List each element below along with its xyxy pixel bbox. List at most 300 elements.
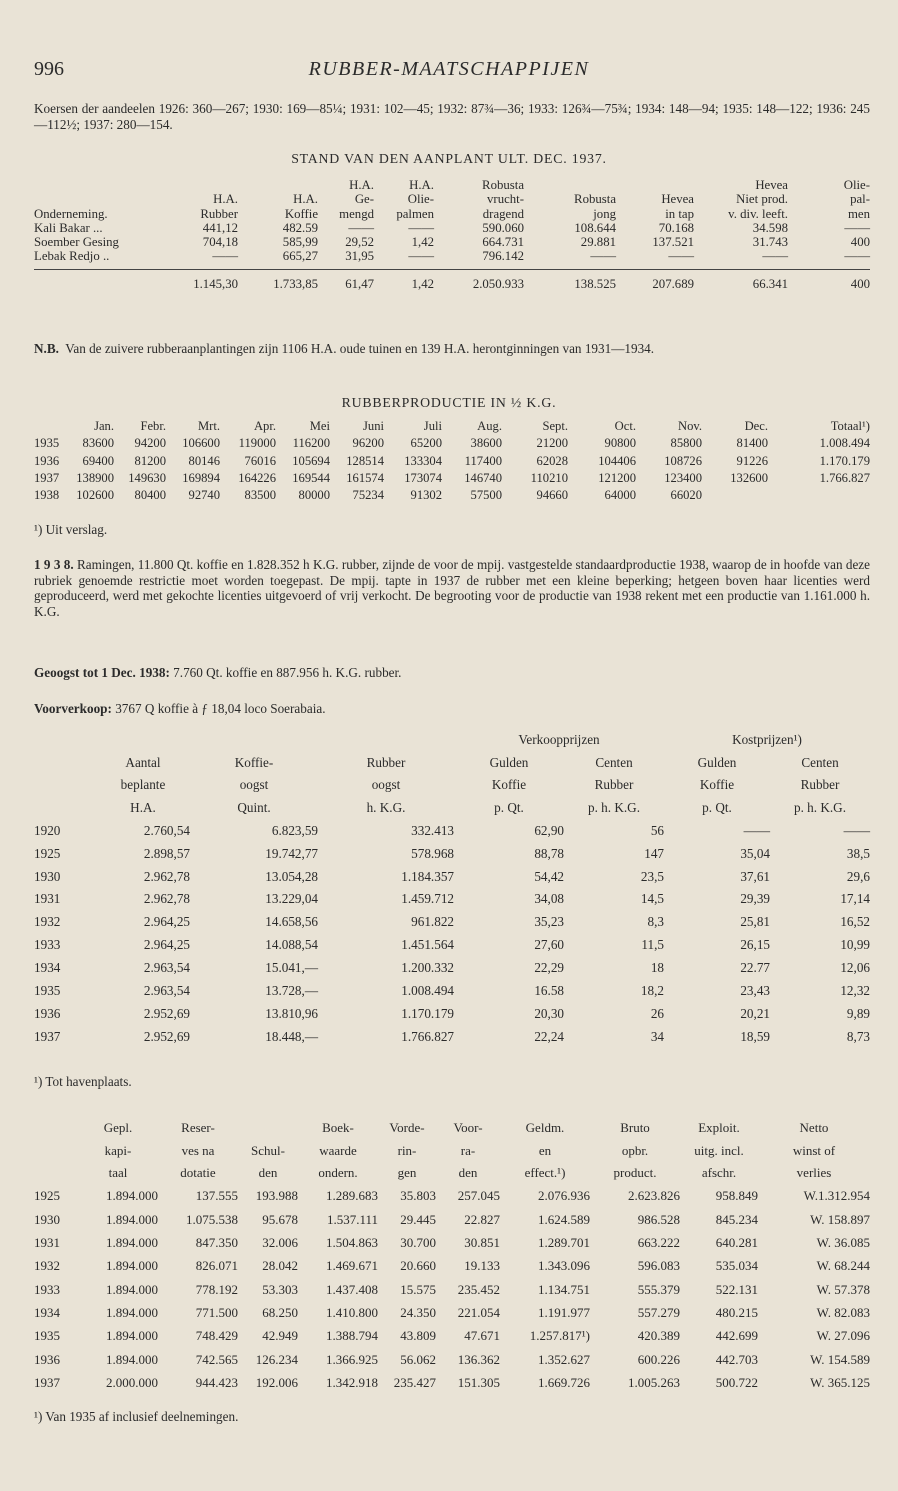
table-row xyxy=(34,1003,870,1026)
table-cell: 257.045 xyxy=(457,1188,500,1204)
table-cell: 704,18 xyxy=(202,235,238,250)
table-cell xyxy=(34,418,76,435)
table-cell: 535.034 xyxy=(715,1258,758,1274)
table-cell: 35.803 xyxy=(400,1188,436,1204)
table-cell: Oct. xyxy=(614,419,636,433)
table-cell: Dec. xyxy=(744,419,768,433)
table-cell xyxy=(238,178,318,192)
table-cell: 133304 xyxy=(404,453,442,468)
table-cell: Aantal xyxy=(125,754,161,770)
table-row xyxy=(34,453,870,470)
table-cell: 235.427 xyxy=(393,1374,436,1390)
table-cell: 61,47 xyxy=(318,270,374,292)
table-cell: 22,29 xyxy=(534,960,564,976)
table-cell: —— xyxy=(668,249,694,264)
table-cell: 68.250 xyxy=(262,1304,298,1320)
table-cell: Totaal¹) xyxy=(830,419,870,433)
table-cell: 1.459.712 xyxy=(401,891,454,907)
table-cell: 1.342.918 xyxy=(326,1374,378,1390)
table-cell: 37,61 xyxy=(740,868,770,884)
table-cell xyxy=(34,752,96,775)
table-cell: vrucht- xyxy=(487,192,524,207)
para-1938-label: 1 9 3 8. xyxy=(34,557,74,572)
table-cell: W. 27.096 xyxy=(816,1328,870,1344)
table-cell: 771.500 xyxy=(195,1304,238,1320)
table-cell: Lebak Redjo .. xyxy=(34,249,110,264)
table-row xyxy=(34,957,870,980)
table-row xyxy=(34,888,870,911)
voorverkoop-line xyxy=(34,701,870,717)
table-cell: 192.006 xyxy=(255,1374,298,1390)
table-cell: 1936 xyxy=(34,453,60,468)
table-cell: 1932 xyxy=(34,1258,60,1274)
table-cell: pal- xyxy=(850,192,870,207)
table-cell: Rubber xyxy=(200,206,238,221)
header-row xyxy=(34,1140,870,1163)
prijzen-footnote: ¹) Tot havenplaats. xyxy=(34,1074,132,1089)
table-cell: 34 xyxy=(650,1028,664,1044)
page-number: 996 xyxy=(34,58,64,80)
table-cell: 21200 xyxy=(536,436,568,451)
table-cell: —— xyxy=(844,220,870,235)
table-cell: 20,21 xyxy=(740,1005,770,1021)
table-cell: —— xyxy=(743,822,770,838)
table-cell: 43.809 xyxy=(400,1328,436,1344)
table-cell: Aug. xyxy=(477,419,502,433)
table-cell: 2.952,69 xyxy=(143,1028,190,1044)
table-cell: Febr. xyxy=(140,419,166,433)
table-cell: Koffie xyxy=(699,777,735,793)
productie-table xyxy=(34,418,870,504)
table-cell: Hevea xyxy=(661,192,694,207)
table-cell: 500.722 xyxy=(715,1374,758,1390)
table-cell: 126.234 xyxy=(255,1351,298,1367)
table-cell: 847.350 xyxy=(195,1235,238,1251)
table-cell: p. h. K.G. xyxy=(587,800,641,816)
table-cell: 56 xyxy=(650,822,664,838)
table-cell: 1.469.671 xyxy=(326,1258,378,1274)
table-cell: 1935 xyxy=(34,983,61,999)
table-cell: 76016 xyxy=(244,453,276,468)
balans-footnote: ¹) Van 1935 af inclusief deelnemingen. xyxy=(34,1409,239,1424)
nb-text: Van de zuivere rubberaanplantingen zijn 1106 H.A. oude tuinen en 139 H.A. herontginningen van 1931—1934. xyxy=(65,341,655,356)
table-cell: 34.598 xyxy=(752,220,788,235)
table-cell: 116200 xyxy=(292,436,330,451)
voorverkoop-label: Voorverkoop: xyxy=(34,701,112,716)
table-cell: 1.766.827 xyxy=(401,1028,454,1044)
table-cell: 845.234 xyxy=(715,1211,758,1227)
table-cell: verlies xyxy=(796,1165,832,1181)
table-cell: 16,52 xyxy=(840,914,870,930)
header-row xyxy=(34,192,870,206)
table-cell: Gulden xyxy=(697,754,737,770)
table-cell: 69400 xyxy=(82,453,114,468)
table-cell: winst of xyxy=(792,1142,836,1158)
table-cell: 748.429 xyxy=(195,1328,238,1344)
table-row xyxy=(34,470,870,487)
table-cell: 22,24 xyxy=(534,1028,564,1044)
table-cell: Koffie xyxy=(284,206,318,221)
table-cell: 75234 xyxy=(352,488,384,503)
table-cell: effect.¹) xyxy=(524,1165,566,1181)
table-cell: 1934 xyxy=(34,960,61,976)
table-cell: 53.303 xyxy=(262,1281,298,1297)
table-cell: 1.343.096 xyxy=(538,1258,590,1274)
table-cell: 13.810,96 xyxy=(265,1005,318,1021)
table-cell: 128514 xyxy=(346,453,384,468)
table-cell: den xyxy=(458,1165,478,1181)
nb-paragraph xyxy=(34,341,870,357)
table-cell: 23,5 xyxy=(640,868,664,884)
table-cell: 64000 xyxy=(604,488,636,503)
table-cell: Vorde- xyxy=(389,1120,425,1136)
table-cell: oogst xyxy=(239,777,269,793)
table-cell xyxy=(34,797,96,820)
table-cell: Sept. xyxy=(542,419,568,433)
table-cell: 665,27 xyxy=(282,249,318,264)
table-cell: 121200 xyxy=(598,470,636,485)
table-cell: 66020 xyxy=(670,488,702,503)
table-cell: 15.041,— xyxy=(265,960,318,976)
table-row xyxy=(34,487,870,504)
table-cell: 12,32 xyxy=(840,983,870,999)
prijzen-table xyxy=(34,729,870,1048)
table-cell: 1.388.794 xyxy=(326,1328,378,1344)
table-cell: Voor- xyxy=(453,1120,483,1136)
table-row xyxy=(34,235,870,249)
table-cell: 161574 xyxy=(346,470,384,485)
table-cell: 207.689 xyxy=(616,270,694,292)
table-cell xyxy=(702,487,768,504)
table-cell: H.A. xyxy=(130,800,156,816)
table-cell: Niet prod. xyxy=(736,192,788,207)
table-cell: W. 154.589 xyxy=(810,1351,870,1367)
table-cell: 22.77 xyxy=(740,960,770,976)
table-cell: 1.170.179 xyxy=(401,1005,454,1021)
table-cell: 1.894.000 xyxy=(106,1351,158,1367)
table-cell: 20,30 xyxy=(534,1005,564,1021)
table-cell: 108.644 xyxy=(574,220,616,235)
table-cell: p. h. K.G. xyxy=(793,800,847,816)
geoogst-label: Geoogst tot 1 Dec. 1938: xyxy=(34,665,170,680)
table-cell: 146740 xyxy=(464,470,502,485)
table-cell: Boek- xyxy=(322,1120,354,1136)
table-cell: Bruto xyxy=(620,1120,650,1136)
geoogst-text: 7.760 Qt. koffie en 887.956 h. K.G. rubber. xyxy=(173,665,402,680)
table-row xyxy=(34,1371,870,1394)
table-cell: 1.289.683 xyxy=(326,1188,378,1204)
table-cell: 961.822 xyxy=(411,914,454,930)
table-cell: Apr. xyxy=(253,419,276,433)
table-cell: uitg. incl. xyxy=(694,1142,744,1158)
table-cell: 117400 xyxy=(464,453,502,468)
table-cell: Olie- xyxy=(407,192,434,207)
table-cell: 1936 xyxy=(34,1005,61,1021)
table-cell: 1931 xyxy=(34,1235,60,1251)
table-cell: 1.008.494 xyxy=(819,436,870,451)
table-cell: 26,15 xyxy=(740,937,770,953)
para-1938-text: Ramingen, 11.800 Qt. koffie en 1.828.352 h K.G. rubber, zijnde de voor de mpij. vastgestelde standaardproductie 1938, waarop de in hoofde van deze rubriek genoemde restrictie moet worden toegepast. De mpij. tapte in 1937 de rubber met een kleine beperking; hetgeen boven haar licenties werd geproduceerd, werd met gekochte licenties uitgevoerd of vrij verkocht. De begrooting voor de productie van 1938 rekent met een productie van 1.161.000 h. K.G. xyxy=(34,557,871,619)
table-cell: 66.341 xyxy=(694,270,788,292)
table-cell: den xyxy=(258,1165,278,1181)
table-cell xyxy=(164,178,238,192)
table-cell xyxy=(34,270,164,292)
table-cell: 1930 xyxy=(34,868,61,884)
table-cell: kapi- xyxy=(104,1142,132,1158)
table-cell: 18 xyxy=(650,960,664,976)
table-cell: 1931 xyxy=(34,891,61,907)
table-cell: 2.623.826 xyxy=(628,1188,680,1204)
table-cell: 1.504.863 xyxy=(326,1235,378,1251)
table-cell: —— xyxy=(590,249,616,264)
header-row xyxy=(34,797,870,820)
table-cell: 1.170.179 xyxy=(819,453,870,468)
table-cell: Koffie xyxy=(491,777,527,793)
table-cell: 138.525 xyxy=(524,270,616,292)
table-cell xyxy=(768,487,870,504)
table-cell: 1.894.000 xyxy=(106,1258,158,1274)
table-cell: h. K.G. xyxy=(366,800,406,816)
table-cell: 2.000.000 xyxy=(106,1374,158,1390)
table-cell: 1935 xyxy=(34,436,60,451)
table-cell: 136.362 xyxy=(457,1351,500,1367)
table-cell: —— xyxy=(212,249,238,264)
table-cell: Gulden xyxy=(489,754,529,770)
running-head: RUBBER-MAATSCHAPPIJEN xyxy=(308,58,590,80)
table-cell: 1.191.977 xyxy=(538,1304,590,1320)
table-cell: 1.894.000 xyxy=(106,1328,158,1344)
table-cell: 80146 xyxy=(188,453,220,468)
table-cell: W. 68.244 xyxy=(816,1258,870,1274)
table-cell: 18.448,— xyxy=(265,1028,318,1044)
table-cell: 108726 xyxy=(664,453,702,468)
table-row xyxy=(34,249,870,263)
table-cell: 105694 xyxy=(292,453,330,468)
table-cell: Juli xyxy=(423,419,442,433)
table-cell xyxy=(616,178,694,192)
table-row xyxy=(34,1255,870,1278)
table-cell: 88,78 xyxy=(534,845,564,861)
table-cell: 80000 xyxy=(298,488,330,503)
totals-row xyxy=(34,270,870,292)
table-cell: 62,90 xyxy=(534,822,564,838)
table-cell: 29.445 xyxy=(400,1211,436,1227)
table-cell: 600.226 xyxy=(637,1351,680,1367)
table-cell: 27,60 xyxy=(534,937,564,953)
table-cell: W. 158.897 xyxy=(810,1211,870,1227)
table-cell: 164226 xyxy=(238,470,276,485)
table-cell: 20.660 xyxy=(400,1258,436,1274)
table-cell: 1925 xyxy=(34,1188,60,1204)
table-cell xyxy=(34,1162,78,1185)
table-cell: gen xyxy=(397,1165,417,1181)
table-cell: 147 xyxy=(644,845,664,861)
table-cell: 522.131 xyxy=(715,1281,758,1297)
table-cell: 1.669.726 xyxy=(538,1374,590,1390)
table-cell: 2.964,25 xyxy=(143,914,190,930)
table-cell: 169894 xyxy=(182,470,220,485)
table-cell: 640.281 xyxy=(715,1235,758,1251)
table-cell: 1.894.000 xyxy=(106,1304,158,1320)
header-row xyxy=(34,178,870,192)
table-row xyxy=(34,1301,870,1324)
table-cell: 24.350 xyxy=(400,1304,436,1320)
table-cell: 1.366.925 xyxy=(326,1351,378,1367)
table-cell: 35,23 xyxy=(534,914,564,930)
table-cell: Nov. xyxy=(677,419,702,433)
table-cell: 1.005.263 xyxy=(628,1374,680,1390)
table-cell: 30.851 xyxy=(464,1235,500,1251)
table-cell: oogst xyxy=(371,777,401,793)
table-cell: taal xyxy=(108,1165,128,1181)
table-cell: beplante xyxy=(120,777,166,793)
table-cell: 96200 xyxy=(352,436,384,451)
table-cell: 332.413 xyxy=(411,822,454,838)
table-cell: dotatie xyxy=(180,1165,216,1181)
table-cell: Mrt. xyxy=(197,419,220,433)
header-row xyxy=(34,752,870,775)
table-cell xyxy=(238,1117,298,1140)
stand-table xyxy=(34,178,870,292)
header-row xyxy=(34,207,870,221)
table-cell: 1,42 xyxy=(411,235,434,250)
table-cell: 1938 xyxy=(34,488,60,503)
table-cell: Ge- xyxy=(354,192,374,207)
table-cell: 1932 xyxy=(34,914,61,930)
stand-title: STAND VAN DEN AANPLANT ULT. DEC. 1937. xyxy=(291,151,607,166)
table-cell: Olie- xyxy=(843,178,870,192)
table-row xyxy=(34,934,870,957)
table-cell: 23,43 xyxy=(740,983,770,999)
table-cell: 137.521 xyxy=(652,235,694,250)
table-cell: 2.760,54 xyxy=(143,822,190,838)
table-cell: 2.962,78 xyxy=(143,891,190,907)
table-cell: 83600 xyxy=(82,436,114,451)
table-cell: —— xyxy=(762,249,788,264)
table-cell: Koffie- xyxy=(234,754,274,770)
table-cell: dragend xyxy=(482,206,524,221)
table-cell: 557.279 xyxy=(637,1304,680,1320)
table-cell: 83500 xyxy=(244,488,276,503)
table-cell: 1.451.564 xyxy=(401,937,454,953)
table-cell: Jan. xyxy=(94,419,114,433)
table-cell: 17,14 xyxy=(840,891,870,907)
table-cell: Netto xyxy=(799,1120,829,1136)
table-cell: 1.894.000 xyxy=(106,1211,158,1227)
table-cell: 193.988 xyxy=(255,1188,298,1204)
table-cell: 28.042 xyxy=(262,1258,298,1274)
table-cell: 15.575 xyxy=(400,1281,436,1297)
table-cell: 94200 xyxy=(134,436,166,451)
table-cell: 29,6 xyxy=(846,868,870,884)
table-cell: 169544 xyxy=(292,470,330,485)
table-cell: 13.229,04 xyxy=(265,891,318,907)
table-cell: Onderneming. xyxy=(34,206,108,221)
table-cell: 81400 xyxy=(736,436,768,451)
table-cell: 106600 xyxy=(182,436,220,451)
table-cell: 1933 xyxy=(34,937,61,953)
table-cell: ra- xyxy=(460,1142,476,1158)
table-cell: 1.145,30 xyxy=(164,270,238,292)
table-cell: 1934 xyxy=(34,1304,60,1320)
table-cell xyxy=(34,192,164,206)
table-row xyxy=(34,911,870,934)
table-cell: 16.58 xyxy=(534,983,564,999)
table-cell: 65200 xyxy=(410,436,442,451)
table-cell: 8,3 xyxy=(647,914,664,930)
table-cell: 1925 xyxy=(34,845,61,861)
table-cell: 30.700 xyxy=(400,1235,436,1251)
table-cell: W.1.312.954 xyxy=(803,1188,870,1204)
table-cell: 62028 xyxy=(536,453,568,468)
table-cell: ves na xyxy=(181,1142,215,1158)
table-cell: 91226 xyxy=(736,453,768,468)
table-cell: 1.075.538 xyxy=(186,1211,238,1227)
table-cell: mengd xyxy=(339,206,374,221)
table-cell: 123400 xyxy=(664,470,702,485)
table-row xyxy=(34,842,870,865)
table-cell: 119000 xyxy=(238,436,276,451)
table-cell: 2.962,78 xyxy=(143,868,190,884)
table-cell: Centen xyxy=(801,754,839,770)
table-cell: 102600 xyxy=(76,488,114,503)
table-cell: men xyxy=(847,206,870,221)
table-row xyxy=(34,819,870,842)
table-cell xyxy=(524,178,616,192)
table-cell: 92740 xyxy=(188,488,220,503)
table-cell: 826.071 xyxy=(195,1258,238,1274)
table-cell: 441,12 xyxy=(202,220,238,235)
table-cell: 778.192 xyxy=(195,1281,238,1297)
table-cell: 26 xyxy=(650,1005,664,1021)
productie-title: RUBBERPRODUCTIE IN ½ K.G. xyxy=(341,395,557,410)
table-cell: 1.894.000 xyxy=(106,1281,158,1297)
table-cell: 138900 xyxy=(76,470,114,485)
table-cell xyxy=(34,178,164,192)
koersen-paragraph: Koersen der aandeelen 1926: 360—267; 1930: 169—85¼; 1931: 102—45; 1932: 87¾—36; 1933: 126¾—75¾; 1934: 148—94; 1935: 148—122; 1936: 245—112½; 1937: 280—154. xyxy=(34,101,870,132)
table-cell: 29,52 xyxy=(345,235,374,250)
table-cell: 34,08 xyxy=(534,891,564,907)
header-row xyxy=(34,418,870,435)
table-cell: Mei xyxy=(309,419,330,433)
table-cell: —— xyxy=(348,220,374,235)
table-cell: 1.624.589 xyxy=(538,1211,590,1227)
table-cell: 420.389 xyxy=(637,1328,680,1344)
table-cell: 12,06 xyxy=(840,960,870,976)
table-cell: Rubber xyxy=(594,777,634,793)
table-cell: 80400 xyxy=(134,488,166,503)
table-cell: Gepl. xyxy=(103,1120,133,1136)
table-cell: 1930 xyxy=(34,1211,60,1227)
nb-label: N.B. xyxy=(34,341,59,356)
header-row xyxy=(34,1162,870,1185)
table-cell: Rubber xyxy=(800,777,840,793)
balans-table xyxy=(34,1117,870,1394)
table-cell: Kali Bakar ... xyxy=(34,220,103,235)
table-cell: 47.671 xyxy=(464,1328,500,1344)
table-cell: 1.289.701 xyxy=(538,1235,590,1251)
table-cell: en xyxy=(538,1142,552,1158)
table-cell: 2.963,54 xyxy=(143,960,190,976)
table-cell xyxy=(34,1140,78,1163)
table-cell: Robusta xyxy=(482,178,524,192)
geoogst-line xyxy=(34,665,870,681)
table-cell: 796.142 xyxy=(482,249,524,264)
table-cell: 2.963,54 xyxy=(143,983,190,999)
table-cell: 149630 xyxy=(128,470,166,485)
table-cell: —— xyxy=(408,220,434,235)
table-cell: 1920 xyxy=(34,822,61,838)
